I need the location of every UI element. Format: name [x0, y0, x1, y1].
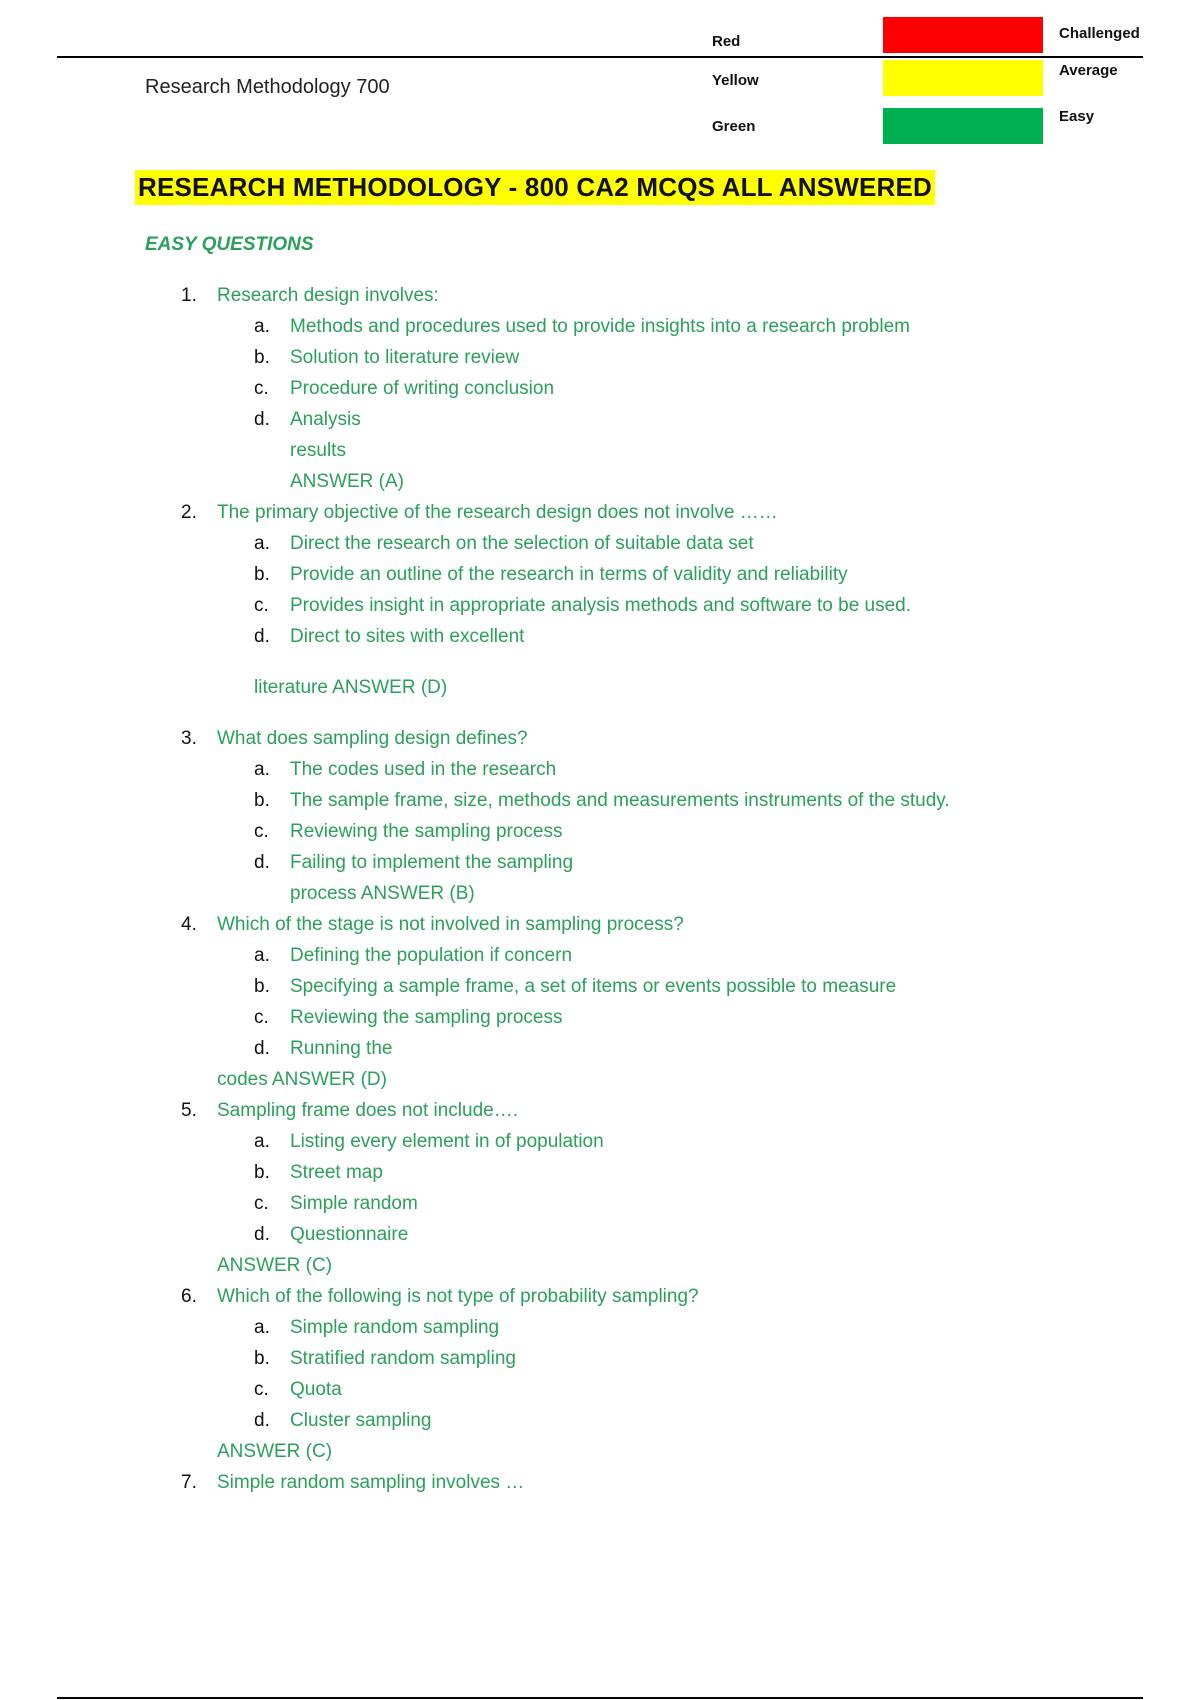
- question-number: 2.: [181, 502, 197, 523]
- question: [0, 1281, 1200, 1312]
- answer-line: [0, 1064, 1200, 1095]
- option: [0, 528, 1200, 559]
- option: [0, 1033, 1200, 1064]
- question-number: 4.: [181, 914, 197, 935]
- option-text: Specifying a sample frame, a set of items or events possible to measure: [290, 976, 897, 997]
- question-text: The primary objective of the research design does not involve ……: [217, 502, 778, 523]
- question: [0, 909, 1200, 940]
- option-letter: c.: [254, 1193, 269, 1214]
- legend-average-label: Average: [1059, 62, 1118, 79]
- option: [0, 1343, 1200, 1374]
- option: [0, 1126, 1200, 1157]
- option-text: Questionnaire: [290, 1224, 409, 1245]
- answer-text: process ANSWER (B): [290, 883, 475, 904]
- question-number: 6.: [181, 1286, 197, 1307]
- option-letter: c.: [254, 821, 269, 842]
- question-text: Simple random sampling involves …: [217, 1472, 525, 1493]
- option: [0, 311, 1200, 342]
- option-letter: b.: [254, 564, 270, 585]
- option-text: Running the: [290, 1038, 393, 1059]
- option-text: The codes used in the research: [290, 759, 557, 780]
- option-text: Listing every element in of population: [290, 1131, 604, 1152]
- option: [0, 559, 1200, 590]
- option-continuation: [0, 435, 1200, 466]
- option-text: Direct the research on the selection of suitable data set: [290, 533, 754, 554]
- answer-text: literature ANSWER (D): [254, 677, 448, 698]
- spacer: [0, 703, 1200, 723]
- option: [0, 754, 1200, 785]
- answer-line: [0, 1436, 1200, 1467]
- legend-challenged-label: Challenged: [1059, 25, 1140, 42]
- option-text: Procedure of writing conclusion: [290, 378, 555, 399]
- option-text: Provide an outline of the research in terms of validity and reliability: [290, 564, 848, 585]
- option: [0, 621, 1200, 652]
- option-text: Failing to implement the sampling: [290, 852, 574, 873]
- option-letter: c.: [254, 378, 269, 399]
- legend-green-label: Green: [712, 118, 756, 135]
- option: [0, 785, 1200, 816]
- section-heading: EASY QUESTIONS: [145, 234, 314, 255]
- option: [0, 816, 1200, 847]
- question: [0, 1095, 1200, 1126]
- option-letter: c.: [254, 1379, 269, 1400]
- option: [0, 373, 1200, 404]
- option-text: Stratified random sampling: [290, 1348, 516, 1369]
- legend-green-swatch: [883, 108, 1043, 144]
- question-number: 3.: [181, 728, 197, 749]
- option: [0, 1374, 1200, 1405]
- question: [0, 723, 1200, 754]
- option-text: Cluster sampling: [290, 1410, 432, 1431]
- option: [0, 847, 1200, 878]
- answer-line: [0, 672, 1200, 703]
- question: [0, 1467, 1200, 1498]
- option-text: Simple random: [290, 1193, 418, 1214]
- option-letter: b.: [254, 347, 270, 368]
- answer-text: codes ANSWER (D): [217, 1069, 387, 1090]
- question-text: Which of the stage is not involved in sampling process?: [217, 914, 684, 935]
- legend-yellow-label: Yellow: [712, 72, 759, 89]
- option-text: Reviewing the sampling process: [290, 821, 563, 842]
- answer-text: ANSWER (C): [217, 1441, 333, 1462]
- option-text: Quota: [290, 1379, 342, 1400]
- option: [0, 1405, 1200, 1436]
- spacer: [0, 652, 1200, 672]
- answer-line: [0, 878, 1200, 909]
- option-letter: d.: [254, 626, 270, 647]
- option-letter: d.: [254, 1224, 270, 1245]
- option-letter: b.: [254, 976, 270, 997]
- option-letter: a.: [254, 316, 270, 337]
- answer-line: [0, 466, 1200, 497]
- option: [0, 1312, 1200, 1343]
- option-letter: b.: [254, 790, 270, 811]
- option-text: Defining the population if concern: [290, 945, 573, 966]
- header-rule: [57, 56, 1143, 58]
- option-letter: b.: [254, 1162, 270, 1183]
- answer-text: ANSWER (C): [217, 1255, 333, 1276]
- question-text: Which of the following is not type of probability sampling?: [217, 1286, 699, 1307]
- option-letter: a.: [254, 533, 270, 554]
- option-text: Simple random sampling: [290, 1317, 500, 1338]
- option: [0, 1157, 1200, 1188]
- option-text: The sample frame, size, methods and measurements instruments of the study.: [290, 790, 950, 811]
- legend-red-swatch: [883, 17, 1043, 53]
- question-number: 7.: [181, 1472, 197, 1493]
- option-text: Provides insight in appropriate analysis methods and software to be used.: [290, 595, 912, 616]
- footer-rule: [57, 1697, 1143, 1699]
- option-letter: c.: [254, 1007, 269, 1028]
- option: [0, 940, 1200, 971]
- legend-red-label: Red: [712, 33, 741, 50]
- option: [0, 1188, 1200, 1219]
- question: [0, 280, 1200, 311]
- continuation-text: results: [290, 440, 346, 461]
- question-number: 1.: [181, 285, 197, 306]
- option-letter: d.: [254, 1410, 270, 1431]
- option-text: Analysis: [290, 409, 361, 430]
- question-text: Sampling frame does not include….: [217, 1100, 518, 1121]
- option: [0, 1002, 1200, 1033]
- question-text: What does sampling design defines?: [217, 728, 528, 749]
- option-letter: d.: [254, 409, 270, 430]
- option-letter: c.: [254, 595, 269, 616]
- question-list: [0, 280, 1200, 1498]
- option-letter: a.: [254, 945, 270, 966]
- option: [0, 1219, 1200, 1250]
- option-letter: a.: [254, 759, 270, 780]
- answer-line: [0, 1250, 1200, 1281]
- course-name: Research Methodology 700: [145, 76, 390, 98]
- question-text: Research design involves:: [217, 285, 439, 306]
- option-text: Methods and procedures used to provide insights into a research problem: [290, 316, 910, 337]
- option-letter: a.: [254, 1131, 270, 1152]
- legend-yellow-swatch: [883, 60, 1043, 96]
- option: [0, 971, 1200, 1002]
- answer-text: ANSWER (A): [290, 471, 404, 492]
- option-letter: d.: [254, 852, 270, 873]
- option-text: Reviewing the sampling process: [290, 1007, 563, 1028]
- option-letter: d.: [254, 1038, 270, 1059]
- option: [0, 404, 1200, 435]
- legend-easy-label: Easy: [1059, 108, 1095, 125]
- option-letter: a.: [254, 1317, 270, 1338]
- question-number: 5.: [181, 1100, 197, 1121]
- option-text: Street map: [290, 1162, 383, 1183]
- option: [0, 590, 1200, 621]
- question: [0, 497, 1200, 528]
- option-letter: b.: [254, 1348, 270, 1369]
- document-title: RESEARCH METHODOLOGY - 800 CA2 MCQS ALL ANSWERED: [135, 170, 935, 205]
- option-text: Direct to sites with excellent: [290, 626, 525, 647]
- option-text: Solution to literature review: [290, 347, 520, 368]
- option: [0, 342, 1200, 373]
